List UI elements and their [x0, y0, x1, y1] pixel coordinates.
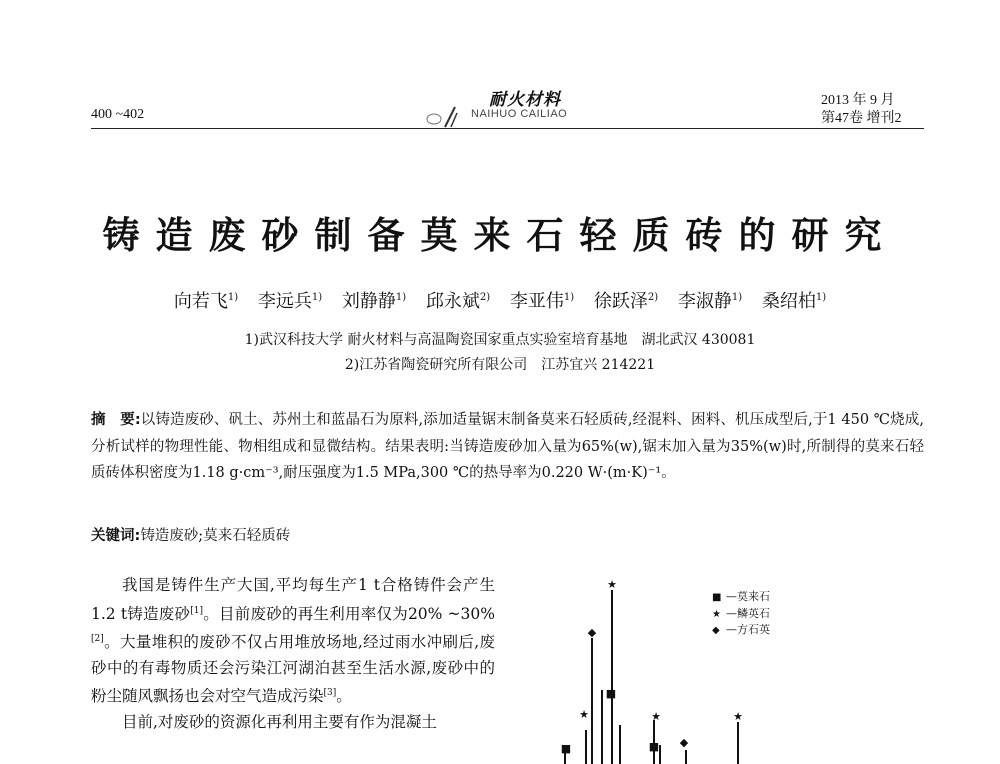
tridymite-marker: ★: [651, 710, 661, 723]
citation[interactable]: [1]: [190, 605, 204, 616]
author: 李远兵$^{1)}$: [257, 291, 323, 312]
citation[interactable]: [2]: [91, 634, 104, 645]
affiliation-1: 1)武汉科技大学 耐火材料与高温陶瓷国家重点实验室培育基地 湖北武汉 430081: [244, 332, 756, 348]
tridymite-marker: ★: [733, 710, 743, 723]
tridymite-marker: ★: [607, 578, 617, 591]
cristobalite-icon: ◆: [712, 625, 720, 636]
mullite-marker: ■: [648, 740, 660, 753]
keywords-label: 关键词:: [91, 528, 141, 544]
mullite-icon: ■: [712, 592, 722, 603]
header-rule: [91, 128, 924, 129]
citation[interactable]: [3]: [323, 688, 337, 699]
author: 李亚伟$^{1)}$: [509, 291, 575, 312]
issue-date: 2013 年 9 月: [821, 93, 895, 108]
tridymite-icon: ★: [712, 608, 721, 620]
mullite-marker: ■: [560, 742, 572, 755]
author: 李淑静$^{1)}$: [677, 291, 743, 312]
legend-item-mullite: ■ —莫来石: [712, 589, 770, 606]
abstract-text: 以铸造废砂、矾土、苏州土和蓝晶石为原料,添加适量锯末制备莫来石轻质砖,经混料、困料、机压成型后,于1 450 ℃烧成,分析试样的物理性能、物相组成和显微结构。结果表明:当铸造废砂加入量为65%(w),锯末加入量为35%(w)时,所制得的莫来石轻质砖体积密度为1.18 g·cm⁻³,耐压强度为1.5 MPa,300 ℃的热导率为0.220 W·(m·K)⁻¹。: [91, 412, 924, 481]
journal-logo-icon: [425, 105, 473, 129]
cristobalite-marker: ◆: [587, 626, 597, 639]
page-range: 400 ~402: [91, 107, 145, 122]
journal-name-en: NAIHUO CAILIAO: [471, 108, 568, 120]
author-list: [0, 287, 1000, 313]
chart-legend: [712, 589, 770, 639]
author: 桑绍柏$^{1)}$: [761, 291, 827, 312]
legend-item-cristobalite: ◆ —方石英: [712, 622, 770, 639]
author: 邱永斌$^{2)}$: [425, 291, 491, 312]
paragraph: 我国是铸件生产大国,平均每生产1 t合格铸件会产生1.2 t铸造废砂[1]。目前废砂的再生利用率仅为20% ~30%[2]。大量堆积的废砂不仅占用堆放场地,经过雨水冲刷后,废砂中的有毒物质还会污染江河湖泊甚至生活水源,废砂中的粉尘随风飘扬也会对空气造成污染[3]。: [91, 576, 495, 706]
affiliation-2: 2)江苏省陶瓷研究所有限公司 江苏宜兴 214221: [344, 357, 656, 373]
tridymite-marker: ★: [579, 708, 589, 721]
body-column-left: [91, 573, 495, 735]
journal-name-cn: 耐火材料: [489, 90, 561, 110]
abstract-label: 摘 要:: [91, 412, 141, 428]
paper-title: 铸造废砂制备莫来石轻质砖的研究: [102, 214, 898, 257]
legend-item-tridymite: ★ —鳞英石: [712, 606, 770, 623]
issue-volume: 第47卷 增刊2: [821, 111, 902, 126]
keywords-text: 铸造废砂;莫来石轻质砖: [140, 528, 291, 544]
author: 徐跃泽$^{2)}$: [593, 291, 659, 312]
paragraph: 目前,对废砂的资源化再利用主要有作为混凝土: [122, 712, 437, 731]
cristobalite-marker: ◆: [679, 736, 689, 749]
keywords: [91, 524, 290, 545]
author: 刘静静$^{1)}$: [341, 291, 407, 312]
mullite-marker: ■: [605, 687, 617, 700]
author: 向若飞$^{1)}$: [173, 291, 239, 312]
journal-logo: [425, 85, 585, 131]
abstract: [91, 407, 924, 487]
